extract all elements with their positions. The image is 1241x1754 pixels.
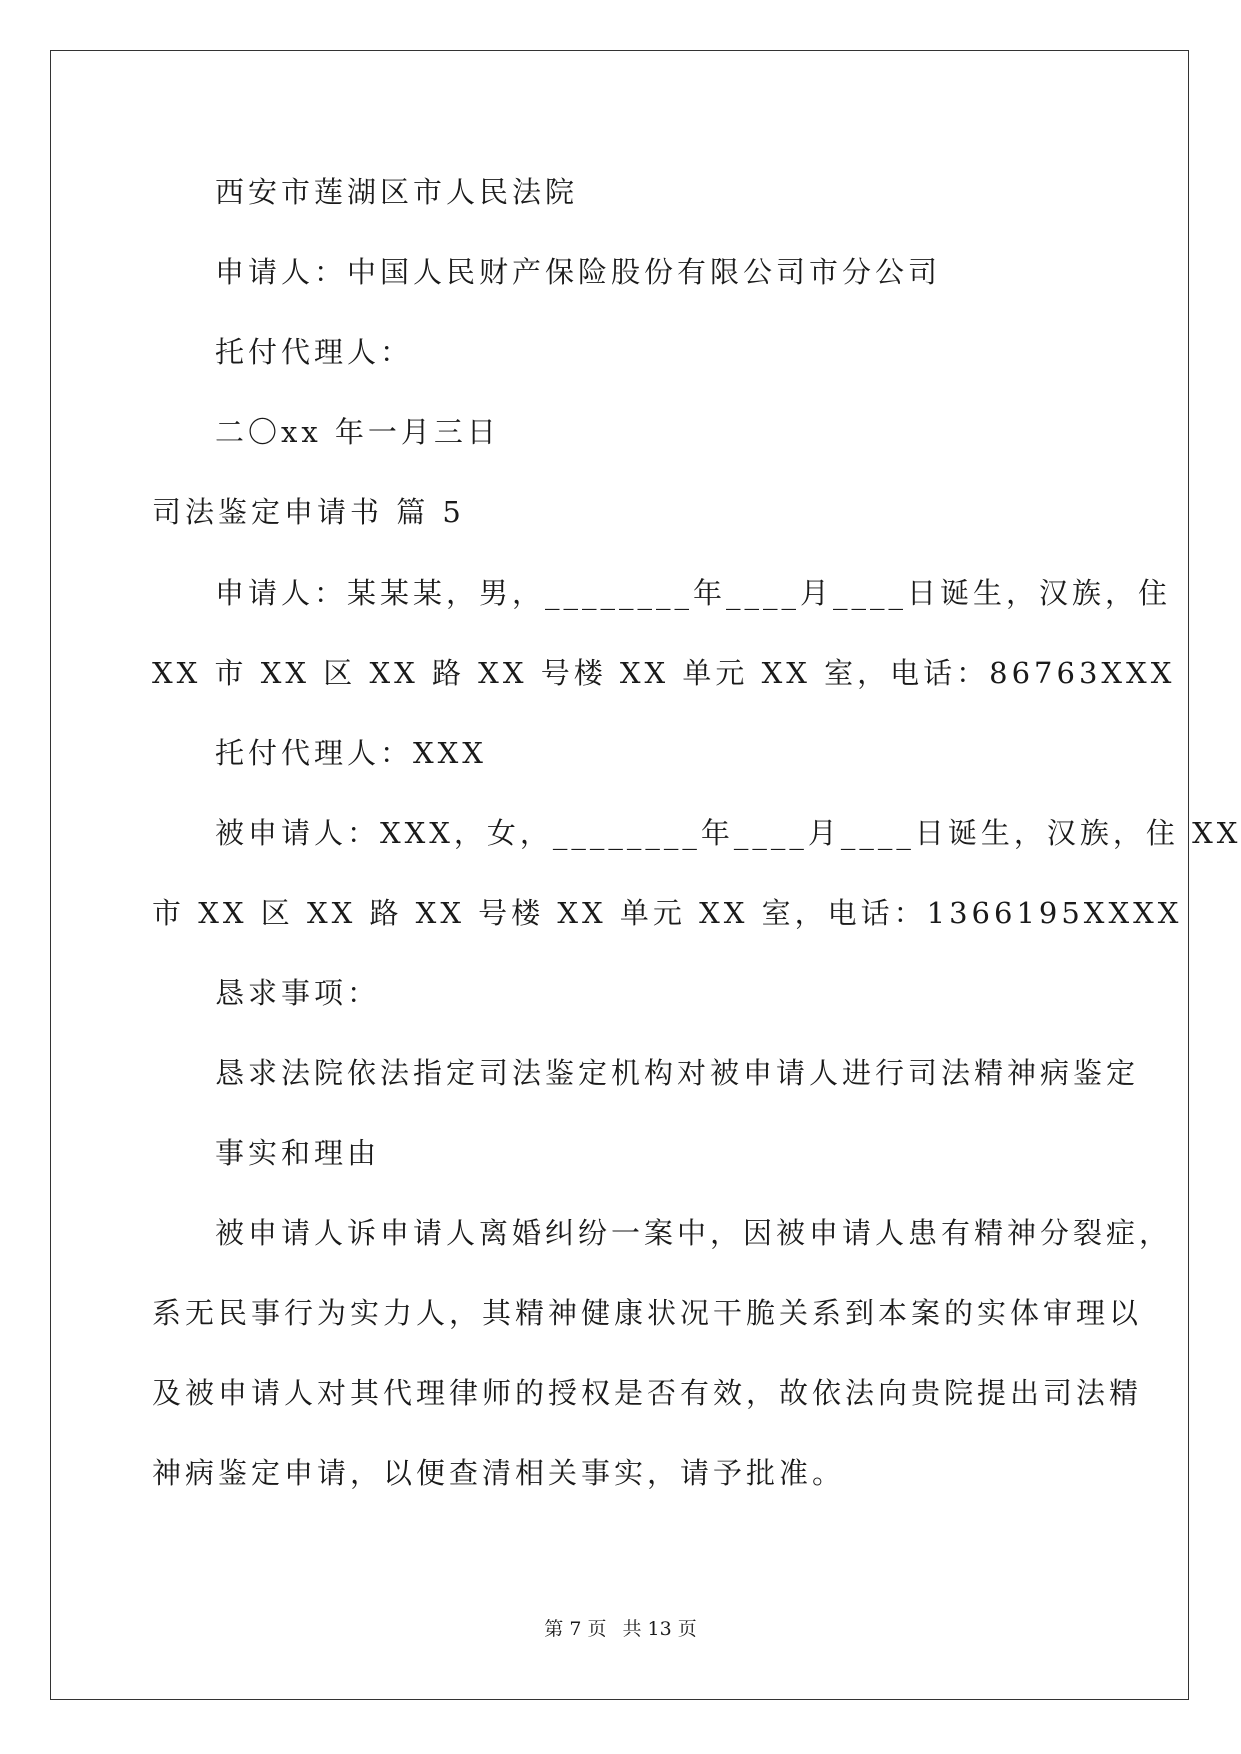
agent-label: 托付代理人： (215, 335, 414, 369)
page-total: 共 13 页 (622, 1618, 697, 1640)
facts-heading: 事实和理由 (215, 1136, 381, 1170)
facts-line-3: 及被申请人对其代理律师的授权是否有效，故依法向贵院提出司法精 (152, 1376, 1143, 1410)
request-body: 恳求法院依法指定司法鉴定机构对被申请人进行司法精神病鉴定 (215, 1056, 1140, 1090)
facts-line-2: 系无民事行为实力人，其精神健康状况干脆关系到本案的实体审理以 (152, 1296, 1143, 1330)
facts-line-4: 神病鉴定申请，以便查清相关事实，请予批准。 (152, 1456, 846, 1490)
applicant-company: 申请人：中国人民财产保险股份有限公司市分公司 (215, 255, 942, 289)
page-current: 第 7 页 (544, 1618, 607, 1640)
respondent-address: 市 XX 区 XX 路 XX 号楼 XX 单元 XX 室，电话：1366195XXXX (152, 896, 1183, 930)
court-name: 西安市莲湖区市人民法院 (215, 175, 579, 209)
date-line: 二〇xx 年一月三日 (215, 415, 500, 449)
facts-line-1: 被申请人诉申请人离婚纠纷一案中，因被申请人患有精神分裂症， (215, 1216, 1173, 1250)
page-border (50, 50, 1189, 1700)
page-footer (0, 1617, 1241, 1641)
applicant-info: 申请人：某某某，男，________年____月____日诞生，汉族，住 (215, 576, 1172, 610)
section-heading: 司法鉴定申请书 篇 5 (152, 495, 465, 529)
request-heading: 恳求事项： (215, 976, 381, 1010)
respondent-info: 被申请人：XXX，女，________年____月____日诞生，汉族，住 XX (215, 816, 1241, 850)
applicant-address: XX 市 XX 区 XX 路 XX 号楼 XX 单元 XX 室，电话：86763XXX (152, 656, 1176, 690)
agent-info: 托付代理人：XXX (215, 736, 487, 770)
